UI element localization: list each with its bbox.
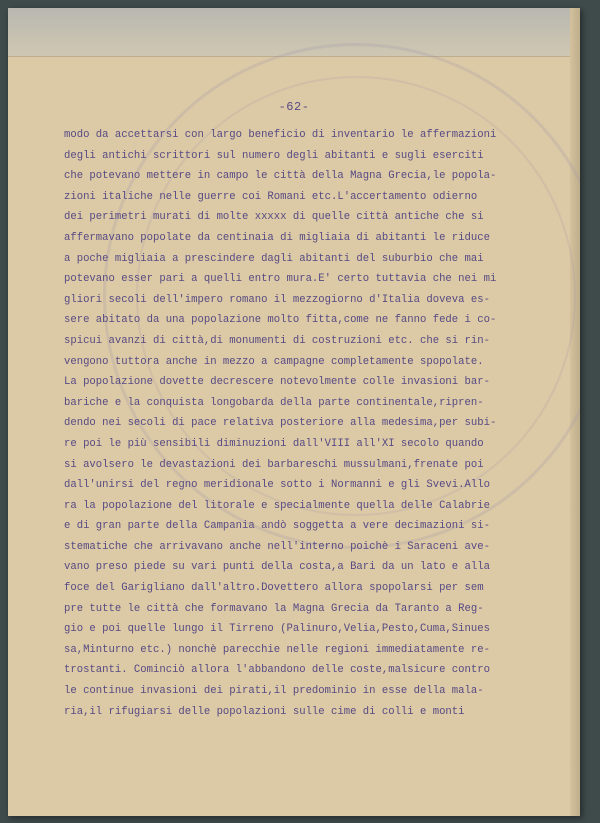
text-line: dall'unirsi del regno meridionale sotto i Normanni e gli Svevi.Allo [64, 479, 490, 492]
text-line: degli antichi scrittori sul numero degli abitanti e sugli eserciti [64, 149, 484, 162]
text-line: zioni italiche nelle guerre coi Romani etc.L'accertamento odierno [64, 190, 478, 203]
text-line: modo da accettarsi con largo beneficio di inventario le affermazioni [64, 129, 497, 141]
text-line: foce del Garigliano dall'altro.Dovettero allora spopolarsi per sem [64, 582, 484, 595]
text-line: affermavano popolate da centinaia di migliaia di abitanti le riduce [64, 231, 490, 244]
text-line: spicui avanzi di città,di monumenti di costruzioni etc. che si rin- [64, 334, 490, 347]
text-line: ra la popolazione del litorale e specialmente quella delle Calabrie [64, 499, 490, 512]
text-line: stematiche che arrivavano anche nell'interno poichè i Saraceni ave- [64, 540, 490, 553]
text-line: trostanti. Cominciò allora l'abbandono delle coste,malsicure contro [64, 664, 490, 677]
text-line: ria,il rifugiarsi delle popolazioni sulle cime di colli e monti [64, 705, 465, 718]
body-text [64, 125, 534, 722]
text-line: e di gran parte della Campania andò soggetta a vere decimazioni si- [64, 520, 490, 533]
text-line: gliori secoli dell'impero romano il mezzogiorno d'Italia doveva es- [64, 293, 490, 306]
text-line: vengono tuttora anche in mezzo a campagne completamente spopolate. [64, 355, 484, 368]
document-page [8, 8, 580, 816]
text-line: dei perimetri murati di molte xxxxx di quelle città antiche che si [64, 211, 484, 224]
text-line: re poi le più sensibili diminuzioni dall'VIII all'XI secolo quando [64, 437, 484, 450]
text-line: sa,Minturno etc.) nonchè parecchie nelle regioni immediatamente re- [64, 643, 490, 656]
page-top-band [8, 8, 580, 57]
text-line: potevano esser pari a quelli entro mura.E' certo tuttavia che nei mi [64, 273, 497, 286]
text-line: vano preso piede su vari punti della costa,a Bari da un lato e alla [64, 561, 490, 574]
text-line: si avolsero le devastazioni dei barbareschi mussulmani,frenate poi [64, 458, 484, 471]
text-line: La popolazione dovette decrescere notevolmente colle invasioni bar- [64, 376, 490, 389]
text-line: dendo nei secoli di pace relativa posteriore alla medesima,per subi- [64, 417, 497, 430]
page-right-edge [570, 8, 580, 816]
text-line: gio e poi quelle lungo il Tirreno (Palinuro,Velia,Pesto,Cuma,Sinues [64, 623, 490, 636]
text-line: bariche e la conquista longobarda della parte continentale,ripren- [64, 396, 484, 409]
page-number: -62- [278, 100, 310, 114]
text-line: a poche migliaia a prescindere dagli abitanti del suburbio che mai [64, 252, 484, 265]
text-line: sere abitato da una popolazione molto fitta,come ne fanno fede i co- [64, 314, 497, 327]
text-line: che potevano mettere in campo le città della Magna Grecia,le popola- [64, 170, 497, 183]
text-line: pre tutte le città che formavano la Magna Grecia da Taranto a Reg- [64, 602, 484, 615]
text-line: le continue invasioni dei pirati,il predominio in esse della mala- [64, 685, 484, 698]
